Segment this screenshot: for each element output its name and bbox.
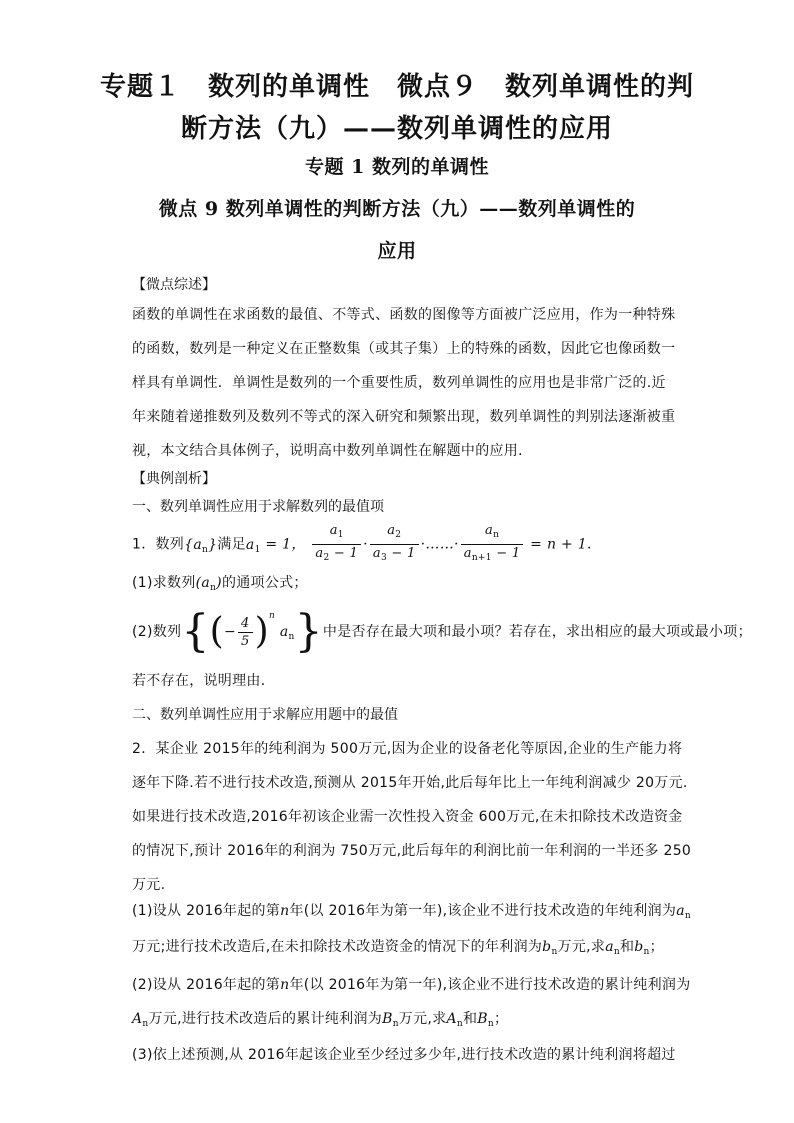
problem-2-line: 如果进行技术改造,2016年初该企业需一次性投入资金 600万元,在未扣除技术改造资金 [132, 809, 683, 825]
right-paren: ) [254, 611, 269, 652]
problem-2-question-2-cont: $A_n$万元,进行技术改造后的累计纯利润为$B_n$万元,求$A_n$和$B_n$； [132, 1011, 509, 1029]
period: ． [587, 536, 602, 553]
text-satisfies: 满足 [217, 536, 246, 553]
sequence-a-n-paren: $(a_n)$ [195, 575, 222, 593]
problem-1-statement: 1．数列$\{a_n\}$满足$a_1 = 1$， $\frac{a_1}{a_2 - 1}$ · $\frac{a_2}{a_3 - 1}$ ·……· $\frac{a_n}{a_{n+1} - 1}$ = n + 1． [132, 522, 601, 567]
problem-2-line: 2．某企业 2015年的纯利润为 500万元,因为企业的设备老化等原因,企业的生产能力将 [132, 741, 683, 757]
var-b-n: $b_n$ [542, 939, 558, 957]
q1-prefix: (1)求数列 [132, 575, 196, 591]
overview-line: 样具有单调性．单调性是数列的一个重要性质，数列单调性的应用也是非常广泛的.近 [132, 375, 666, 391]
q1-text-b: 年(以 2016年为第一年),该企业不进行技术改造的年纯利润为 [289, 903, 677, 919]
problem-2-question-3: (3)依上述预测,从 2016年起该企业至少经过多少年,进行技术改造的累计纯利润将超过 [132, 1047, 676, 1063]
q2-prefix: (2)数列 [132, 624, 182, 640]
problem-2-line: 的情况下,预计 2016年的利润为 750万元,此后每年的利润比前一年利润的一半还多 250 [132, 843, 692, 859]
fraction-minus-four-fifths: $\frac{4}{5}$ [238, 615, 253, 650]
var-n: n [280, 903, 290, 919]
section-2-heading: 二、数列单调性应用于求解应用题中的最值 [132, 707, 398, 723]
right-brace: } [294, 606, 323, 657]
var-A-n: $A_n$ [132, 1011, 149, 1029]
subtitle-line-3: 应用 [377, 240, 417, 262]
product-equals-n-plus-1: = n + 1 [525, 536, 588, 553]
q2-text-c: 万元,进行技术改造后的累计纯利润为 [148, 1011, 383, 1027]
sequence-a-n: $\{a_n\}$ [184, 536, 218, 555]
left-paren: ( [209, 611, 224, 652]
overview-heading: 【微点综述】 [132, 277, 216, 293]
q1-text-e: 和 [619, 939, 635, 955]
examples-heading: 【典例剖析】 [132, 471, 216, 487]
fraction-2: $\frac{a_2}{a_3 - 1}$ [370, 522, 419, 567]
problem-2-question-1 [132, 900, 691, 921]
q2-suffix: 中是否存在最大项和最小项？若存在，求出相应的最大项或最小项； [322, 624, 752, 640]
q2-text-b: 年(以 2016年为第一年),该企业不进行技术改造的累计纯利润为 [289, 977, 691, 993]
problem-2-line: 逐年下降.若不进行技术改造,预测从 2015年开始,此后每年比上一年纯利润减少 20万元. [132, 775, 688, 791]
problem-1-question-1 [132, 572, 308, 593]
fraction-n: $\frac{a_n}{a_{n+1} - 1}$ [461, 522, 524, 567]
section-1-heading: 一、数列单调性应用于求解数列的最值项 [132, 499, 384, 515]
left-brace: { [181, 606, 210, 657]
var-a-n: $a_n$ [676, 903, 691, 921]
problem-2-line: 万元. [132, 877, 166, 893]
q1-text-d: 万元,求 [557, 939, 606, 955]
problem-1-question-2: (2)数列{(− $\frac{4}{5}$ )$^n$ $a_n$}中是否存在最大项和最小项？若存在，求出相应的最大项或最小项； [132, 606, 752, 657]
q1-text-f: ； [649, 939, 664, 955]
q1-suffix: 的通项公式； [221, 575, 308, 591]
main-title-line-1: 专题１ 数列的单调性 微点９ 数列单调性的判 [99, 72, 694, 102]
q1-text-c: 万元;进行技术改造后,在未扣除技术改造资金的情况下的年利润为 [132, 939, 543, 955]
q2-text-f: ； [494, 1011, 509, 1027]
subtitle-line-2: 微点 9 数列单调性的判断方法（九）——数列单调性的 [158, 198, 636, 220]
q2-text-e: 和 [462, 1011, 478, 1027]
q2-text-a: (2)设从 2016年起的第 [132, 977, 281, 993]
q1-text-a: (1)设从 2016年起的第 [132, 903, 281, 919]
problem-1-prefix: 1．数列 [132, 536, 185, 553]
problem-2-question-1-cont: 万元;进行技术改造后,在未扣除技术改造资金的情况下的年利润为$b_n$万元,求$a_n$和$b_n$； [132, 939, 664, 957]
q2-text-d: 万元,求 [398, 1011, 447, 1027]
overview-line: 视，本文结合具体例子，说明高中数列单调性在解题中的应用． [132, 443, 533, 459]
overview-line: 的函数，数列是一种定义在正整数集（或其子集）上的特殊的函数，因此它也像函数一 [132, 341, 676, 357]
overview-line: 函数的单调性在求函数的最值、不等式、函数的图像等方面被广泛应用，作为一种特殊 [132, 307, 676, 323]
fraction-1: $\frac{a_1}{a_2 - 1}$ [312, 522, 361, 567]
main-title-line-2: 断方法（九）——数列单调性的应用 [180, 114, 613, 144]
subtitle-line-1: 专题 1 数列的单调性 [305, 156, 489, 178]
a1-equals: = 1， [260, 536, 306, 553]
overview-line: 年来随着递推数列及数列不等式的深入研究和频繁出现，数列单调性的判别法逐渐被重 [132, 409, 676, 425]
problem-1-question-2-cont: 若不存在，说明理由． [132, 673, 275, 689]
problem-2-question-2: (2)设从 2016年起的第n年(以 2016年为第一年),该企业不进行技术改造的累计纯利润为 [132, 977, 691, 993]
a1-symbol: $a_1$ [245, 536, 261, 555]
var-B-n: $B_n$ [382, 1011, 399, 1029]
